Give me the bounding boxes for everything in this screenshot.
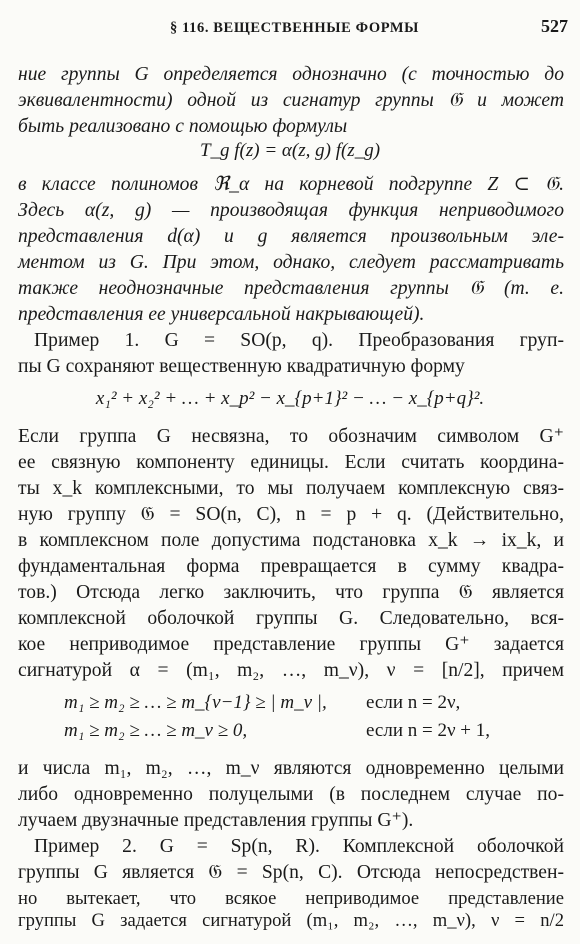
text-line: ние группы G определяется однозначно (с точностью до: [18, 64, 564, 85]
text-line: эквивалентности) одной из сигнатур группы 𝔊 и может: [18, 90, 564, 111]
example-2-heading: Пример 2. G = Sp(n, R). Комплексной оболочкой: [34, 836, 564, 857]
text-line: либо одновременно полуцелыми (в последнем случае по-: [18, 784, 564, 805]
text-line: тов.) Отсюда легко заключить, что группа 𝔊 является: [18, 582, 564, 603]
running-head: § 116. ВЕЩЕСТВЕННЫЕ ФОРМЫ: [170, 20, 420, 36]
text-line: Здесь α(z, g) — производящая функция неприводимого: [18, 200, 564, 221]
formula-quadratic-form: x₁² + x₂² + … + x_p² − x_{p+1}² − … − x_{p+q}².: [95, 388, 485, 409]
inequality-odd-condition: если n = 2ν + 1,: [366, 720, 491, 741]
text-line: представления d(α) и g является произвольным эле-: [18, 226, 564, 247]
text-line: лучаем двузначные представления группы G⁺).: [18, 810, 414, 831]
example-1-heading: Пример 1. G = SO(p, q). Преобразования груп-: [34, 330, 564, 351]
text-line: комплексной оболочкой группы G. Следовательно, вся-: [18, 608, 564, 629]
text-line: кое неприводимое представление группы G⁺ задается: [18, 634, 564, 655]
text-line: в комплексном поле допустима подстановка x_k → ix_k, и: [18, 530, 564, 551]
text-line: Если группа G несвязна, то обозначим символом G⁺: [18, 426, 564, 447]
text-line: ментом из G. При этом, однако, следует рассматривать: [18, 252, 564, 273]
text-line: быть реализовано с помощью формулы: [18, 116, 348, 137]
text-line: также неоднозначные представления группы 𝔊 (т. е.: [18, 278, 564, 299]
inequality-even-condition: если n = 2ν,: [366, 692, 461, 713]
text-line: группы G задается сигнатурой (m₁, m₂, …, m_ν), ν = n/2: [18, 910, 564, 931]
text-line: но вытекает, что всякое неприводимое представление: [18, 888, 564, 909]
text-line: и числа m₁, m₂, …, m_ν являются одновременно целыми: [18, 758, 564, 779]
text-line: представления ее универсальной накрывающей).: [18, 304, 425, 325]
formula-transform: T_g f(z) = α(z, g) f(z_g): [199, 140, 381, 161]
text-line: ее связную компоненту единицы. Если считать координа-: [18, 452, 564, 473]
text-line: в классе полиномов ℜ_α на корневой подгруппе Z ⊂ 𝔊.: [18, 174, 564, 195]
text-line: ты x_k комплексными, то мы получаем комплексную связ-: [18, 478, 564, 499]
page-number: 527: [541, 16, 568, 36]
text-line: сигнатурой α = (m₁, m₂, …, m_ν), ν = [n/2], причем: [18, 660, 564, 681]
page-header: [0, 16, 580, 40]
text-line: пы G сохраняют вещественную квадратичную форму: [18, 356, 465, 377]
inequality-even: m₁ ≥ m₂ ≥ … ≥ m_{ν−1} ≥ | m_ν |,: [64, 692, 327, 713]
text-line: фундаментальная форма превращается в сумму квадра-: [18, 556, 564, 577]
inequality-odd: m₁ ≥ m₂ ≥ … ≥ m_ν ≥ 0,: [64, 720, 248, 741]
text-line: группы G является 𝔊 = Sp(n, C). Отсюда непосредствен-: [18, 862, 564, 883]
text-line: ную группу 𝔊 = SO(n, C), n = p + q. (Действительно,: [18, 504, 564, 525]
